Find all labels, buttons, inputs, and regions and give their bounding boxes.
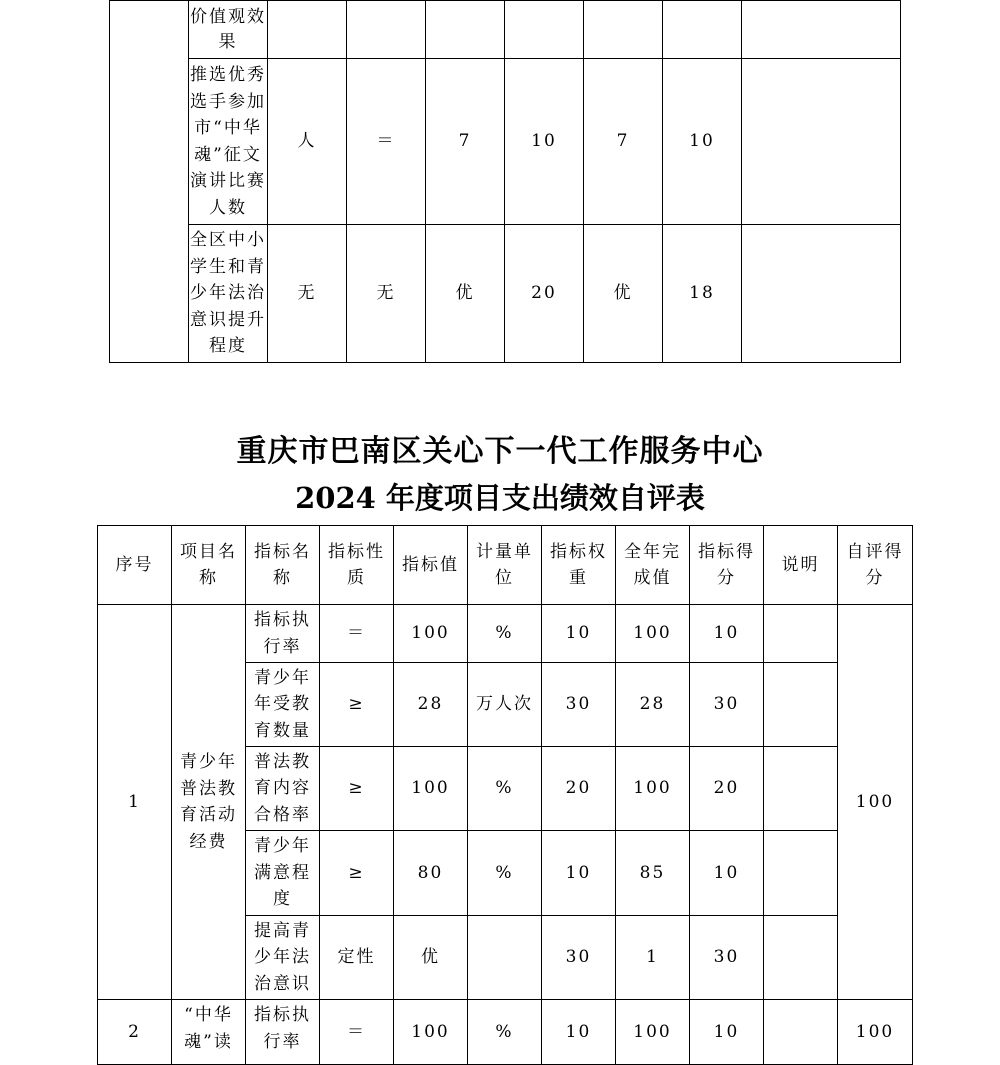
nature-cell: ＝ xyxy=(320,605,394,663)
project-name-cell: 青少年普法教育活动经费 xyxy=(172,605,246,1000)
indicator-name-cell: 推选优秀选手参加市“中华魂”征文演讲比赛人数 xyxy=(189,59,268,225)
header-note: 说明 xyxy=(764,526,838,605)
value-cell: 优 xyxy=(394,916,468,1000)
top-group-cell xyxy=(110,1,189,363)
self-score-cell: 100 xyxy=(838,1000,913,1065)
note-cell xyxy=(764,605,838,663)
weight-cell: 30 xyxy=(542,663,616,747)
indicator-cell: 指标执行率 xyxy=(246,605,320,663)
actual-cell xyxy=(584,1,663,59)
header-row xyxy=(98,526,913,605)
weight-cell: 20 xyxy=(542,747,616,831)
actual-cell: 100 xyxy=(616,1000,690,1065)
target-cell: 优 xyxy=(426,225,505,363)
nature-cell: 定性 xyxy=(320,916,394,1000)
weight-cell: 10 xyxy=(542,1000,616,1065)
nature-cell: ≥ xyxy=(320,831,394,916)
unit-cell: 人 xyxy=(268,59,347,225)
unit-cell: % xyxy=(468,605,542,663)
nature-cell: ≥ xyxy=(320,663,394,747)
indicator-cell: 青少年年受教育数量 xyxy=(246,663,320,747)
table-row xyxy=(110,1,901,59)
score-cell: 18 xyxy=(663,225,742,363)
value-cell: 100 xyxy=(394,747,468,831)
score-cell: 10 xyxy=(663,59,742,225)
header-actual: 全年完成值 xyxy=(616,526,690,605)
weight-cell xyxy=(505,1,584,59)
note-cell xyxy=(764,663,838,747)
page-title: 重庆市巴南区关心下一代工作服务中心 xyxy=(236,434,764,469)
unit-cell: 无 xyxy=(268,225,347,363)
header-unit: 计量单位 xyxy=(468,526,542,605)
score-cell: 30 xyxy=(690,916,764,1000)
note-cell xyxy=(764,747,838,831)
actual-cell: 28 xyxy=(616,663,690,747)
indicator-cell: 指标执行率 xyxy=(246,1000,320,1065)
indicator-cell: 提高青少年法治意识 xyxy=(246,916,320,1000)
top-table xyxy=(109,0,901,363)
header-indicator: 指标名称 xyxy=(246,526,320,605)
weight-cell: 30 xyxy=(542,916,616,1000)
type-cell xyxy=(347,1,426,59)
table-row xyxy=(110,225,901,363)
type-cell: ＝ xyxy=(347,59,426,225)
note-cell xyxy=(742,1,901,59)
note-cell xyxy=(764,916,838,1000)
unit-cell: % xyxy=(468,1000,542,1065)
weight-cell: 20 xyxy=(505,225,584,363)
indicator-cell: 青少年满意程度 xyxy=(246,831,320,916)
type-cell: 无 xyxy=(347,225,426,363)
project-seq-cell: 1 xyxy=(98,605,172,1000)
nature-cell: ＝ xyxy=(320,1000,394,1065)
score-cell xyxy=(663,1,742,59)
unit-cell: 万人次 xyxy=(468,663,542,747)
score-cell: 10 xyxy=(690,1000,764,1065)
unit-cell: % xyxy=(468,747,542,831)
actual-cell: 100 xyxy=(616,605,690,663)
indicator-cell: 普法教育内容合格率 xyxy=(246,747,320,831)
value-cell: 100 xyxy=(394,605,468,663)
actual-cell: 1 xyxy=(616,916,690,1000)
note-cell xyxy=(764,831,838,916)
header-value: 指标值 xyxy=(394,526,468,605)
score-cell: 10 xyxy=(690,831,764,916)
actual-cell: 85 xyxy=(616,831,690,916)
header-seq: 序号 xyxy=(98,526,172,605)
score-cell: 10 xyxy=(690,605,764,663)
evaluation-table xyxy=(97,525,913,1065)
page-subtitle: 2024 年度项目支出绩效自评表 xyxy=(295,481,705,515)
weight-cell: 10 xyxy=(542,605,616,663)
actual-cell: 7 xyxy=(584,59,663,225)
nature-cell: ≥ xyxy=(320,747,394,831)
header-self-score: 自评得分 xyxy=(838,526,913,605)
weight-cell: 10 xyxy=(505,59,584,225)
actual-cell: 优 xyxy=(584,225,663,363)
unit-cell: % xyxy=(468,831,542,916)
score-cell: 30 xyxy=(690,663,764,747)
project-seq-cell: 2 xyxy=(98,1000,172,1065)
unit-cell xyxy=(268,1,347,59)
value-cell: 80 xyxy=(394,831,468,916)
actual-cell: 100 xyxy=(616,747,690,831)
header-project: 项目名称 xyxy=(172,526,246,605)
note-cell xyxy=(742,59,901,225)
header-nature: 指标性质 xyxy=(320,526,394,605)
unit-cell xyxy=(468,916,542,1000)
project-name-cell: “中华魂”读 xyxy=(172,1000,246,1065)
table-row xyxy=(98,605,913,663)
value-cell: 100 xyxy=(394,1000,468,1065)
indicator-name-cell: 价值观效果 xyxy=(189,1,268,59)
table-row xyxy=(110,59,901,225)
header-weight: 指标权重 xyxy=(542,526,616,605)
indicator-name-cell: 全区中小学生和青少年法治意识提升程度 xyxy=(189,225,268,363)
note-cell xyxy=(742,225,901,363)
value-cell: 28 xyxy=(394,663,468,747)
target-cell: 7 xyxy=(426,59,505,225)
weight-cell: 10 xyxy=(542,831,616,916)
target-cell xyxy=(426,1,505,59)
header-score: 指标得分 xyxy=(690,526,764,605)
self-score-cell: 100 xyxy=(838,605,913,1000)
score-cell: 20 xyxy=(690,747,764,831)
